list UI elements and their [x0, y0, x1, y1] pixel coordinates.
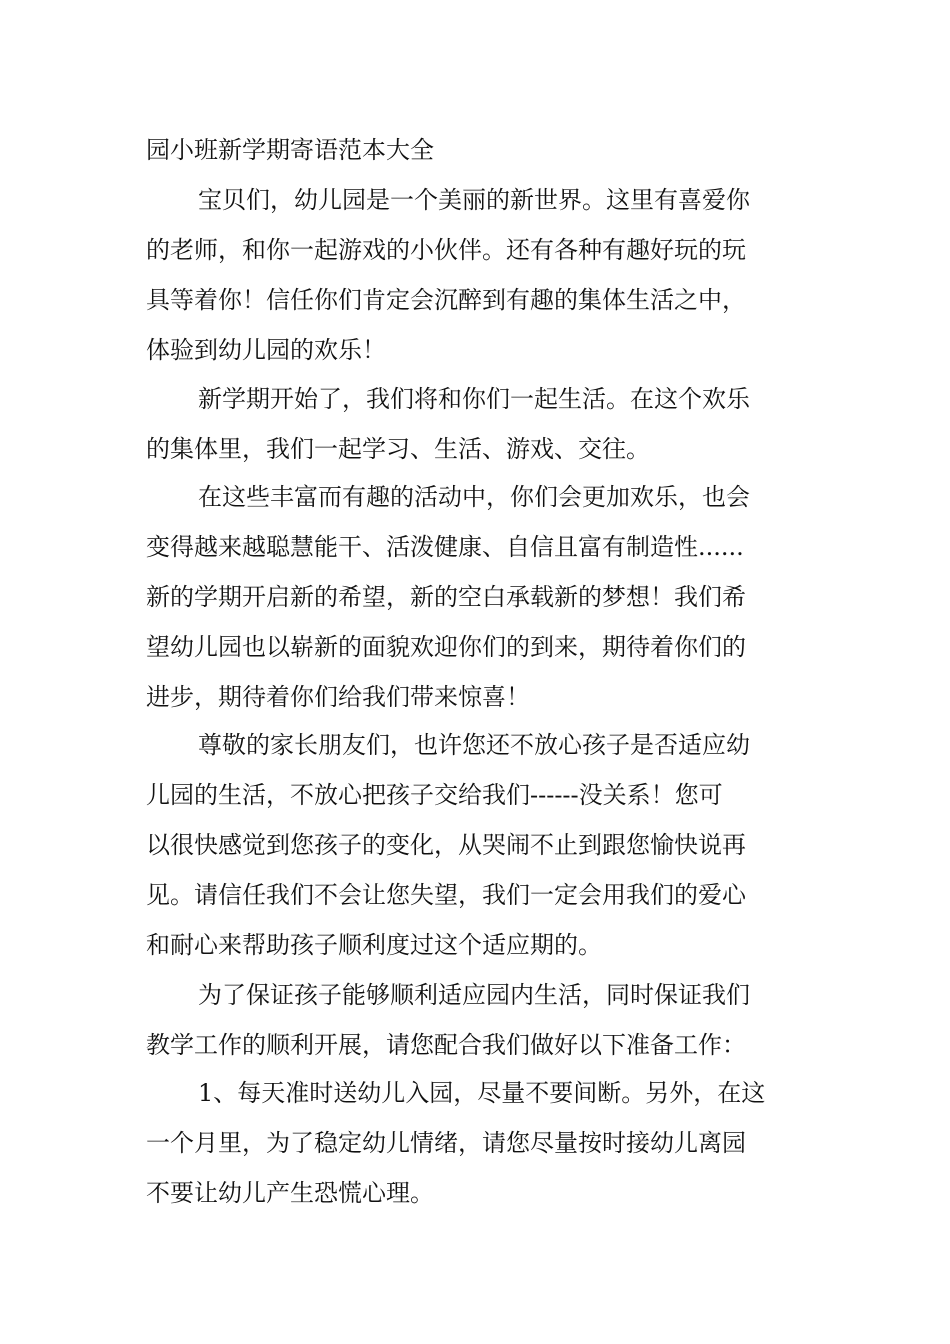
text-line: 的集体里，我们一起学习、生活、游戏、交往。	[146, 435, 650, 463]
text-line: 新的学期开启新的希望，新的空白承载新的梦想！我们希	[146, 583, 746, 611]
text-line: 以很快感觉到您孩子的变化，从哭闹不止到跟您愉快说再	[146, 831, 746, 859]
text-line: 具等着你！信任你们肯定会沉醉到有趣的集体生活之中，	[146, 286, 746, 314]
text-line: 体验到幼儿园的欢乐！	[146, 336, 386, 364]
text-line: 在这些丰富而有趣的活动中，你们会更加欢乐，也会	[198, 483, 750, 511]
text-line: 见。请信任我们不会让您失望，我们一定会用我们的爱心	[146, 881, 746, 909]
text-line: 教学工作的顺利开展，请您配合我们做好以下准备工作：	[146, 1031, 746, 1059]
text-line: 不要让幼儿产生恐慌心理。	[146, 1179, 434, 1207]
paragraph-3	[146, 472, 826, 722]
text-line: 的老师，和你一起游戏的小伙伴。还有各种有趣好玩的玩	[146, 236, 746, 264]
paragraph-4	[146, 720, 826, 970]
text-line: 一个月里，为了稳定幼儿情绪，请您尽量按时接幼儿离园	[146, 1129, 746, 1157]
text-line: 新学期开始了，我们将和你们一起生活。在这个欢乐	[198, 385, 750, 413]
text-line: 儿园的生活，不放心把孩子交给我们------没关系！您可	[146, 781, 723, 809]
text-line: 1、每天准时送幼儿入园，尽量不要间断。另外，在这	[198, 1079, 766, 1107]
text-line: 进步，期待着你们给我们带来惊喜！	[146, 683, 530, 711]
paragraph-2	[146, 374, 826, 474]
paragraph-6	[146, 1068, 826, 1218]
text-line: 为了保证孩子能够顺利适应园内生活，同时保证我们	[198, 981, 750, 1009]
text-line: 和耐心来帮助孩子顺利度过这个适应期的。	[146, 931, 602, 959]
paragraph-5	[146, 970, 826, 1070]
text-line: 宝贝们，幼儿园是一个美丽的新世界。这里有喜爱你	[198, 186, 750, 214]
text-line: 变得越来越聪慧能干、活泼健康、自信且富有制造性......	[146, 533, 744, 561]
text-line: 尊敬的家长朋友们，也许您还不放心孩子是否适应幼	[198, 731, 750, 759]
paragraph-1	[146, 175, 826, 375]
text-line: 望幼儿园也以崭新的面貌欢迎你们的到来，期待着你们的	[146, 633, 746, 661]
document-title: 园小班新学期寄语范本大全	[146, 136, 434, 164]
